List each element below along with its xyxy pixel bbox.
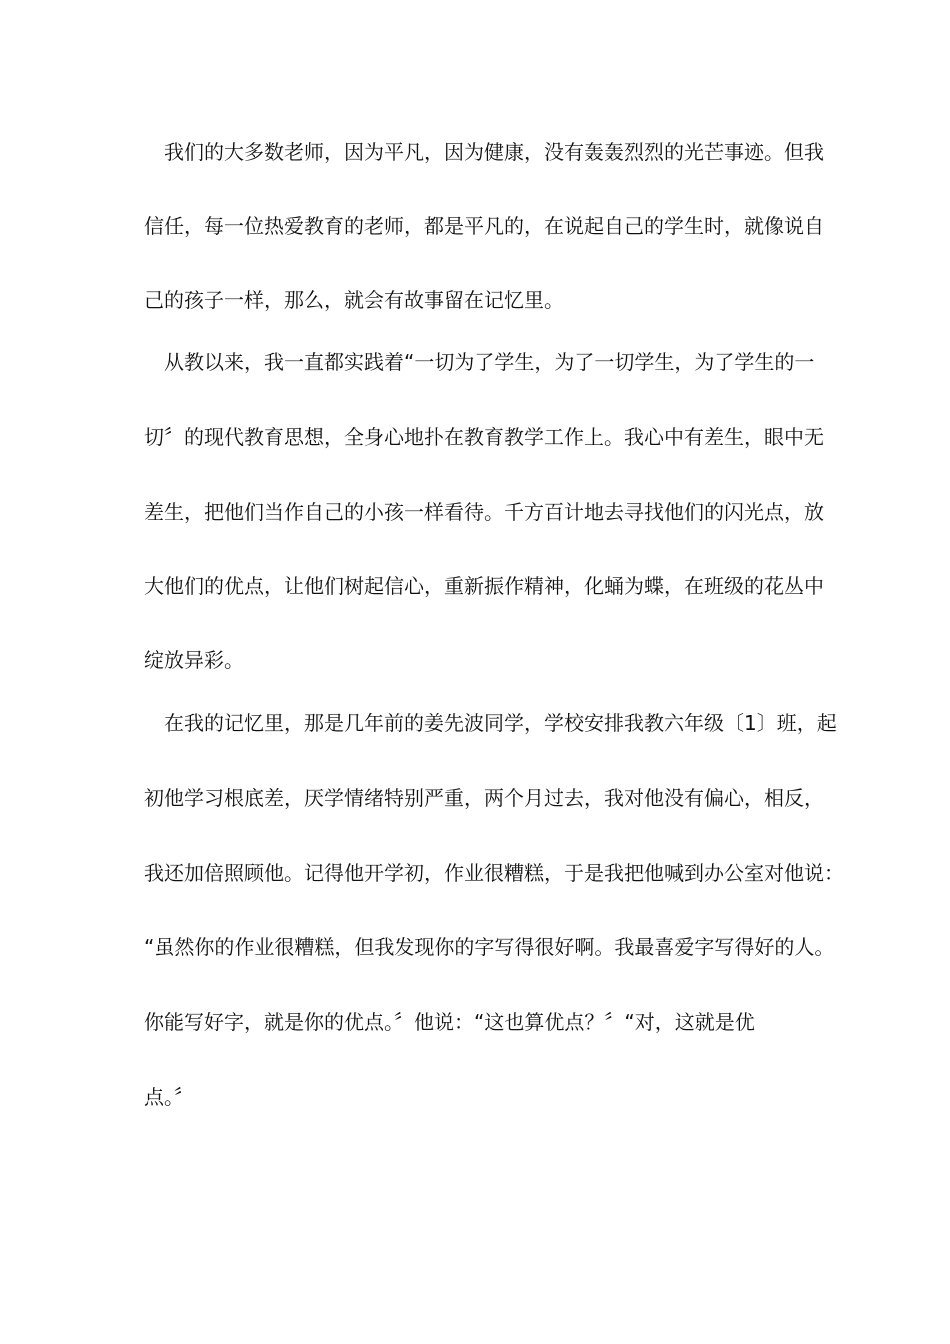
paragraph-1-line-2: 信任，每一位热爱教育的老师，都是平凡的，在说起自己的学生时，就像说自 [144, 214, 824, 238]
paragraph-2-line-1: 从教以来，我一直都实践着“一切为了学生，为了一切学生，为了学生的一 [164, 350, 815, 374]
paragraph-3-line-3: 我还加倍照顾他。记得他开学初，作业很糟糕，于是我把他喊到办公室对他说： [144, 861, 844, 885]
paragraph-2-line-3: 差生，把他们当作自己的小孩一样看待。千方百计地去寻找他们的闪光点，放 [144, 500, 824, 524]
paragraph-2-line-5: 绽放异彩。 [144, 648, 244, 672]
paragraph-1-line-3: 己的孩子一样，那么，就会有故事留在记忆里。 [144, 288, 564, 312]
paragraph-2-line-2: 切〞的现代教育思想，全身心地扑在教育教学工作上。我心中有差生，眼中无 [144, 425, 824, 449]
paragraph-3-line-5: 你能写好字，就是你的优点。〞他说：“这也算优点？〞“对，这就是优 [144, 1010, 755, 1034]
paragraph-3-line-4: “虽然你的作业很糟糕，但我发现你的字写得很好啊。我最喜爱字写得好的人。 [144, 935, 835, 959]
paragraph-1-line-1: 我们的大多数老师，因为平凡，因为健康，没有轰轰烈烈的光芒事迹。但我 [164, 140, 824, 164]
paragraph-3-line-1: 在我的记忆里，那是几年前的姜先波同学，学校安排我教六年级〔1〕班，起 [164, 711, 837, 735]
paragraph-2-line-4: 大他们的优点，让他们树起信心，重新振作精神，化蛹为蝶，在班级的花丛中 [144, 574, 824, 598]
paragraph-3-line-6: 点。〞 [144, 1085, 194, 1109]
paragraph-3-line-2: 初他学习根底差，厌学情绪特别严重，两个月过去，我对他没有偏心，相反， [144, 786, 824, 810]
